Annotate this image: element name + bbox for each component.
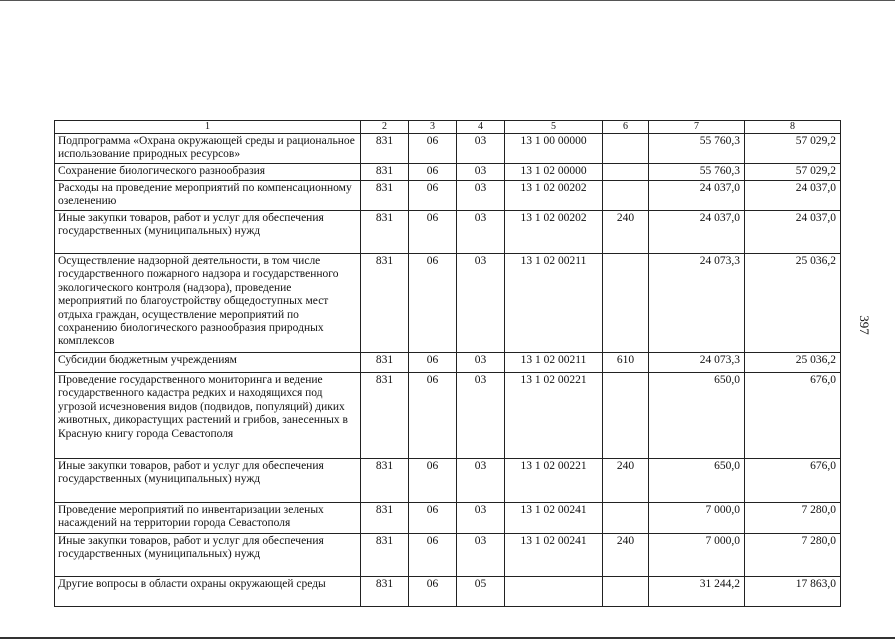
cell-amount-7: 24 037,0 [649, 181, 745, 211]
row-name: Осуществление надзорной деятельности, в том числе государственного пожарного надзора и государственного экологического контроля (надзора), проведение мероприятий по благоустройству общедоступных мест отдыха граждан, осуществление мероприятий по сохранению биологического разнообразия природных комплексов [55, 254, 361, 353]
scan-frame-top [0, 0, 895, 1]
cell-target-article: 13 1 02 00211 [505, 254, 603, 353]
cell-section: 06 [409, 503, 457, 534]
cell-expense-type: 240 [603, 211, 649, 254]
scan-frame-bottom [0, 637, 895, 639]
cell-ministry: 831 [361, 164, 409, 181]
header-cell: 7 [649, 121, 745, 134]
cell-ministry: 831 [361, 134, 409, 164]
cell-amount-7: 650,0 [649, 459, 745, 503]
table-row [55, 459, 841, 503]
table-row [55, 503, 841, 534]
cell-subsection: 03 [457, 534, 505, 577]
header-cell: 6 [603, 121, 649, 134]
cell-target-article: 13 1 02 00221 [505, 459, 603, 503]
header-cell: 4 [457, 121, 505, 134]
cell-subsection: 03 [457, 181, 505, 211]
table-row [55, 254, 841, 353]
cell-target-article: 13 1 02 00202 [505, 181, 603, 211]
row-name: Расходы на проведение мероприятий по компенсационному озеленению [55, 181, 361, 211]
row-name: Субсидии бюджетным учреждениям [55, 353, 361, 373]
cell-subsection: 03 [457, 164, 505, 181]
cell-target-article: 13 1 02 00241 [505, 503, 603, 534]
cell-amount-7: 24 073,3 [649, 254, 745, 353]
cell-target-article: 13 1 00 00000 [505, 134, 603, 164]
cell-section: 06 [409, 211, 457, 254]
cell-amount-7: 24 073,3 [649, 353, 745, 373]
row-name: Подпрограмма «Охрана окружающей среды и рациональное использование природных ресурсов» [55, 134, 361, 164]
table-row [55, 211, 841, 254]
cell-amount-7: 31 244,2 [649, 577, 745, 607]
cell-amount-7: 55 760,3 [649, 164, 745, 181]
cell-ministry: 831 [361, 254, 409, 353]
table-row [55, 373, 841, 459]
header-cell: 2 [361, 121, 409, 134]
cell-ministry: 831 [361, 577, 409, 607]
cell-expense-type: 240 [603, 459, 649, 503]
cell-amount-8: 24 037,0 [745, 211, 841, 254]
cell-section: 06 [409, 134, 457, 164]
cell-expense-type: 610 [603, 353, 649, 373]
cell-subsection: 03 [457, 373, 505, 459]
cell-amount-8: 25 036,2 [745, 353, 841, 373]
cell-subsection: 03 [457, 459, 505, 503]
cell-ministry: 831 [361, 459, 409, 503]
cell-expense-type [603, 373, 649, 459]
cell-amount-7: 650,0 [649, 373, 745, 459]
cell-section: 06 [409, 254, 457, 353]
cell-ministry: 831 [361, 211, 409, 254]
page-number: 397 [857, 315, 872, 335]
cell-subsection: 03 [457, 134, 505, 164]
cell-amount-7: 55 760,3 [649, 134, 745, 164]
table-row [55, 534, 841, 577]
cell-amount-8: 17 863,0 [745, 577, 841, 607]
row-name: Проведение государственного мониторинга и ведение государственного кадастра редких и находящихся под угрозой исчезновения видов (подвидов, популяций) диких животных, дикорастущих растений и грибов, занесенных в Красную книгу города Севастополя [55, 373, 361, 459]
table-row [55, 164, 841, 181]
cell-amount-7: 24 037,0 [649, 211, 745, 254]
cell-expense-type [603, 164, 649, 181]
cell-subsection: 03 [457, 503, 505, 534]
header-cell: 5 [505, 121, 603, 134]
cell-amount-8: 57 029,2 [745, 134, 841, 164]
row-name: Иные закупки товаров, работ и услуг для обеспечения государственных (муниципальных) нужд [55, 534, 361, 577]
cell-subsection: 05 [457, 577, 505, 607]
cell-amount-8: 7 280,0 [745, 503, 841, 534]
cell-subsection: 03 [457, 211, 505, 254]
cell-amount-7: 7 000,0 [649, 534, 745, 577]
cell-amount-8: 25 036,2 [745, 254, 841, 353]
row-name: Иные закупки товаров, работ и услуг для обеспечения государственных (муниципальных) нужд [55, 459, 361, 503]
cell-amount-8: 676,0 [745, 373, 841, 459]
cell-expense-type [603, 577, 649, 607]
header-cell: 8 [745, 121, 841, 134]
table-row [55, 134, 841, 164]
cell-expense-type [603, 181, 649, 211]
row-name: Проведение мероприятий по инвентаризации зеленых насаждений на территории города Севастополя [55, 503, 361, 534]
cell-ministry: 831 [361, 373, 409, 459]
table-row [55, 577, 841, 607]
cell-section: 06 [409, 164, 457, 181]
cell-ministry: 831 [361, 534, 409, 577]
header-row [55, 121, 841, 134]
header-cell: 3 [409, 121, 457, 134]
cell-amount-8: 24 037,0 [745, 181, 841, 211]
cell-section: 06 [409, 459, 457, 503]
cell-target-article: 13 1 02 00202 [505, 211, 603, 254]
cell-section: 06 [409, 353, 457, 373]
cell-amount-8: 676,0 [745, 459, 841, 503]
row-name: Сохранение биологического разнообразия [55, 164, 361, 181]
table-row [55, 181, 841, 211]
cell-ministry: 831 [361, 503, 409, 534]
cell-expense-type: 240 [603, 534, 649, 577]
cell-amount-8: 7 280,0 [745, 534, 841, 577]
row-name: Иные закупки товаров, работ и услуг для обеспечения государственных (муниципальных) нужд [55, 211, 361, 254]
header-cell: 1 [55, 121, 361, 134]
cell-subsection: 03 [457, 254, 505, 353]
cell-amount-7: 7 000,0 [649, 503, 745, 534]
cell-section: 06 [409, 577, 457, 607]
cell-ministry: 831 [361, 353, 409, 373]
table-row [55, 353, 841, 373]
cell-target-article: 13 1 02 00241 [505, 534, 603, 577]
cell-target-article: 13 1 02 00211 [505, 353, 603, 373]
budget-table [54, 120, 841, 607]
cell-amount-8: 57 029,2 [745, 164, 841, 181]
cell-expense-type [603, 254, 649, 353]
cell-expense-type [603, 503, 649, 534]
cell-section: 06 [409, 534, 457, 577]
cell-target-article: 13 1 02 00000 [505, 164, 603, 181]
cell-target-article [505, 577, 603, 607]
cell-ministry: 831 [361, 181, 409, 211]
cell-expense-type [603, 134, 649, 164]
cell-subsection: 03 [457, 353, 505, 373]
cell-target-article: 13 1 02 00221 [505, 373, 603, 459]
cell-section: 06 [409, 373, 457, 459]
cell-section: 06 [409, 181, 457, 211]
row-name: Другие вопросы в области охраны окружающей среды [55, 577, 361, 607]
